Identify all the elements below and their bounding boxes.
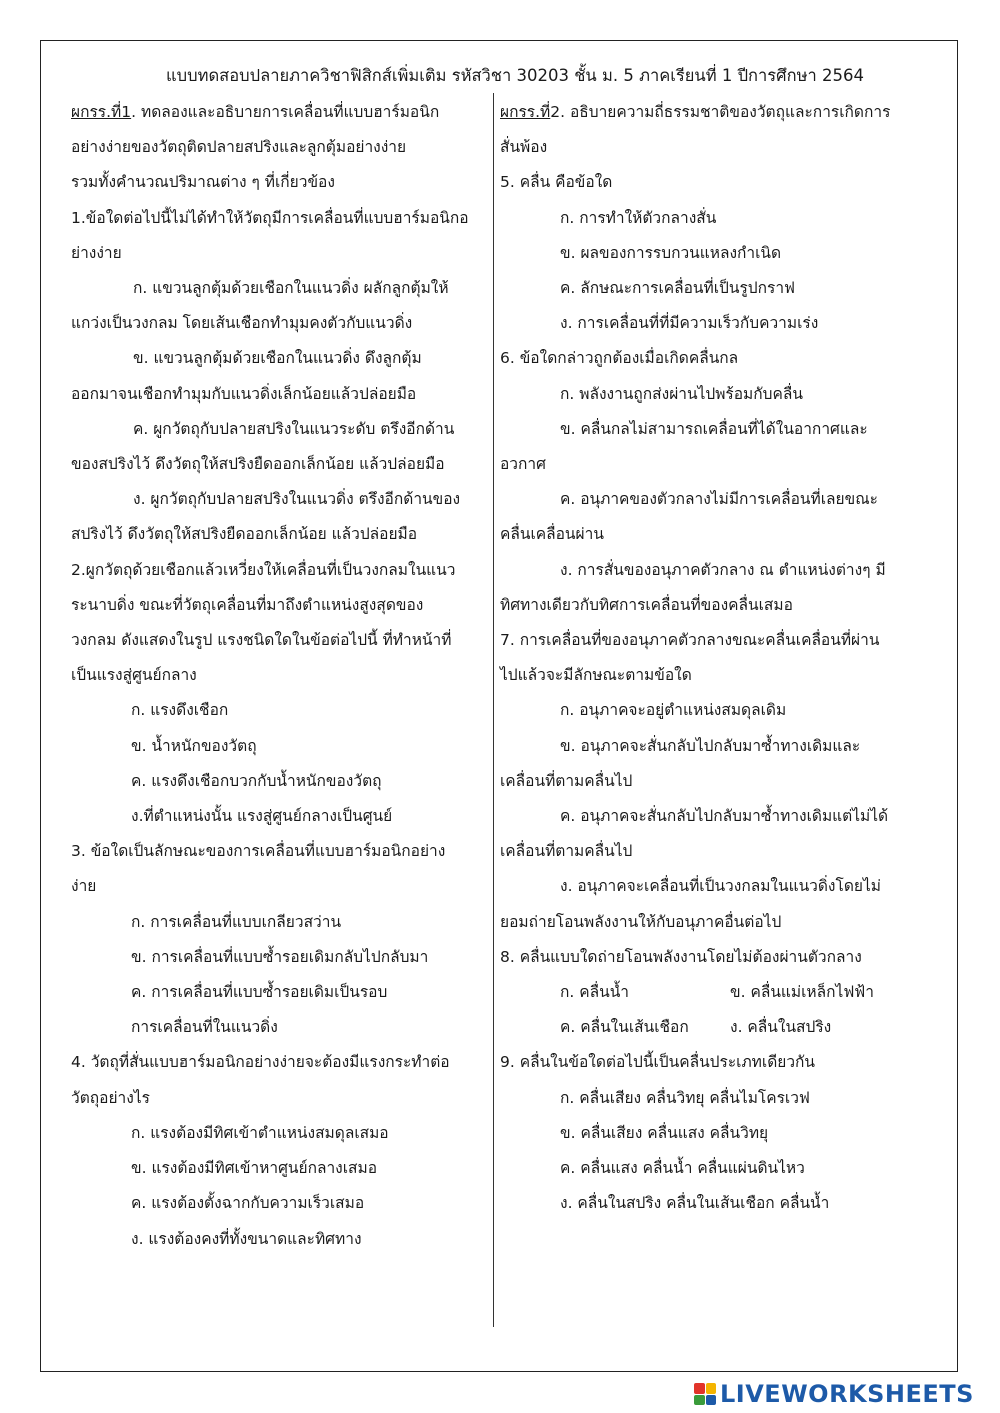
question-9: 9. คลื่นในข้อใดต่อไปนี้เป็นคลื่นประเภทเดียวกัน bbox=[500, 1053, 816, 1072]
choice[interactable]: ก. การเคลื่อนที่แบบเกลียวสว่าน bbox=[131, 912, 342, 931]
unit-text: 2. อธิบายความถี่ธรรมชาติของวัตถุและการเกิดการ bbox=[550, 103, 891, 121]
logo-tile bbox=[706, 1395, 717, 1406]
liveworksheets-logo[interactable] bbox=[694, 1381, 974, 1407]
choice[interactable]: ข. แรงต้องมีทิศเข้าหาศูนย์กลางเสมอ bbox=[131, 1159, 378, 1178]
text-line: สปริงไว้ ดึงวัตถุให้สปริงยืดออกเล็กน้อย แล้วปล่อยมือ bbox=[71, 525, 418, 544]
choice[interactable]: ค. ลักษณะการเคลื่อนที่เป็นรูปกราฟ bbox=[560, 279, 796, 298]
unit-text: . ทดลองและอธิบายการเคลื่อนที่แบบฮาร์มอนิก bbox=[131, 103, 440, 121]
choice[interactable]: ง. ผูกวัตถุกับปลายสปริงในแนวดิ่ง ตรึงอีกด้านของ bbox=[133, 490, 461, 509]
choice[interactable]: การเคลื่อนที่ในแนวดิ่ง bbox=[131, 1018, 278, 1037]
page-title: แบบทดสอบปลายภาควิชาฟิสิกส์เพิ่มเติม รหัสวิชา 30203 ชั้น ม. 5 ภาคเรียนที่ 1 ปีการศึกษา 2564 bbox=[165, 66, 864, 85]
choice[interactable]: ง. คลื่นในสปริง bbox=[730, 1018, 832, 1037]
choice[interactable]: ค. คลื่นแสง คลื่นน้ำ คลื่นแผ่นดินไหว bbox=[560, 1159, 805, 1178]
choice[interactable]: ข. คลื่นกลไม่สามารถเคลื่อนที่ได้ในอากาศและ bbox=[560, 419, 868, 438]
column-divider bbox=[493, 93, 494, 1327]
right-column bbox=[500, 95, 920, 1222]
text-line: ไปแล้วจะมีลักษณะตามข้อใด bbox=[500, 666, 692, 685]
choice[interactable]: ก. อนุภาคจะอยู่ตำแหน่งสมดุลเดิม bbox=[560, 701, 787, 720]
brand-text: LIVEWORKSHEETS bbox=[720, 1380, 974, 1408]
question-1: 1.ข้อใดต่อไปนี้ไม่ได้ทำให้วัตถุมีการเคลื่อนที่แบบฮาร์มอนิกอ bbox=[71, 208, 469, 227]
text-line: ทิศทางเดียวกับทิศการเคลื่อนที่ของคลื่นเสมอ bbox=[500, 595, 793, 614]
text-line: รวมทั้งคำนวณปริมาณต่าง ๆ ที่เกี่ยวข้อง bbox=[71, 173, 335, 192]
choice[interactable]: ค. แรงดึงเชือกบวกกับน้ำหนักของวัตถุ bbox=[131, 771, 382, 790]
left-column bbox=[71, 95, 486, 1257]
choice[interactable]: ก. พลังงานถูกส่งผ่านไปพร้อมกับคลื่น bbox=[560, 384, 803, 403]
question-3: 3. ข้อใดเป็นลักษณะของการเคลื่อนที่แบบฮาร์มอนิกอย่าง bbox=[71, 842, 446, 861]
choice[interactable]: ง.ที่ตำแหน่งนั้น แรงสู่ศูนย์กลางเป็นศูนย์ bbox=[131, 807, 393, 826]
choice[interactable]: ข. ผลของการรบกวนแหลงกำเนิด bbox=[560, 243, 782, 262]
logo-icon bbox=[694, 1383, 716, 1405]
logo-tile bbox=[694, 1383, 705, 1394]
text-line: วัตถุอย่างไร bbox=[71, 1088, 150, 1107]
choice[interactable]: ก. คลื่นน้ำ bbox=[560, 983, 630, 1002]
unit-label: ผกรร.ที่1 bbox=[71, 103, 132, 121]
unit-heading-1 bbox=[71, 95, 486, 130]
text-line: ย่างง่าย bbox=[71, 243, 122, 262]
logo-tile bbox=[694, 1395, 705, 1406]
text-line: เคลื่อนที่ตามคลื่นไป bbox=[500, 771, 633, 790]
text-line: เป็นแรงสู่ศูนย์กลาง bbox=[71, 666, 197, 685]
text-line: แกว่งเป็นวงกลม โดยเส้นเชือกทำมุมคงตัวกับแนวดิ่ง bbox=[71, 314, 413, 333]
choice[interactable]: ค. การเคลื่อนที่แบบซ้ำรอยเดิมเป็นรอบ bbox=[131, 983, 388, 1002]
choice[interactable]: ข. คลื่นแม่เหล็กไฟฟ้า bbox=[730, 983, 874, 1002]
choice-row bbox=[500, 975, 920, 1010]
choice[interactable]: ก. คลื่นเสียง คลื่นวิทยุ คลื่นไมโครเวฟ bbox=[560, 1088, 810, 1107]
question-2: 2.ผูกวัตถุด้วยเชือกแล้วเหวี่ยงให้เคลื่อนที่เป็นวงกลมในแนว bbox=[71, 560, 456, 579]
text-line: อย่างง่ายของวัตถุติดปลายสปริงและลูกตุ้มอย่างง่าย bbox=[71, 138, 407, 157]
unit-label: ผกรร.ที่ bbox=[500, 103, 551, 121]
text-line: ระนาบดิ่ง ขณะที่วัตถุเคลื่อนที่มาถึงตำแหน่งสูงสุดของ bbox=[71, 595, 424, 614]
text-line: เคลื่อนที่ตามคลื่นไป bbox=[500, 842, 633, 861]
choice[interactable]: ค. อนุภาคจะสั่นกลับไปกลับมาซ้ำทางเดิมแต่ไม่ได้ bbox=[560, 807, 889, 826]
choice-row bbox=[500, 1010, 920, 1045]
choice[interactable]: ก. แรงต้องมีทิศเข้าตำแหน่งสมดุลเสมอ bbox=[131, 1123, 389, 1142]
choice[interactable]: ง. อนุภาคจะเคลื่อนที่เป็นวงกลมในแนวดิ่งโดยไม่ bbox=[560, 877, 881, 896]
choice[interactable]: ง. แรงต้องคงที่ทั้งขนาดและทิศทาง bbox=[131, 1229, 362, 1248]
choice[interactable]: ค. คลื่นในเส้นเชือก bbox=[560, 1018, 689, 1037]
choice[interactable]: ค. ผูกวัตถุกับปลายสปริงในแนวระดับ ตรึงอีกด้าน bbox=[133, 419, 455, 438]
text-line: วงกลม ดังแสดงในรูป แรงชนิดใดในข้อต่อไปนี้ ที่ทำหน้าที่ bbox=[71, 631, 452, 650]
text-line: คลื่นเคลื่อนผ่าน bbox=[500, 525, 604, 544]
choice[interactable]: ง. คลื่นในสปริง คลื่นในเส้นเชือก คลื่นน้ำ bbox=[560, 1194, 830, 1213]
choice[interactable]: ข. คลื่นเสียง คลื่นแสง คลื่นวิทยุ bbox=[560, 1123, 769, 1142]
choice[interactable]: ข. การเคลื่อนที่แบบซ้ำรอยเดิมกลับไปกลับมา bbox=[131, 947, 429, 966]
question-8: 8. คลื่นแบบใดถ่ายโอนพลังงานโดยไม่ต้องผ่านตัวกลาง bbox=[500, 947, 862, 966]
choice[interactable]: ง. การสั่นของอนุภาคตัวกลาง ณ ตำแหน่งต่างๆ มี bbox=[560, 560, 886, 579]
choice[interactable]: ก. แขวนลูกตุ้มด้วยเชือกในแนวดิ่ง ผลักลูกตุ้มให้ bbox=[133, 279, 449, 298]
text-line: สั่นพ้อง bbox=[500, 138, 548, 157]
choice[interactable]: ค. แรงต้องตั้งฉากกับความเร็วเสมอ bbox=[131, 1194, 365, 1213]
choice[interactable]: ข. น้ำหนักของวัตถุ bbox=[131, 736, 257, 755]
text-line: อวกาศ bbox=[500, 455, 546, 474]
choice[interactable]: ง. การเคลื่อนที่ที่มีความเร็วกับความเร่ง bbox=[560, 314, 819, 333]
choice[interactable]: ข. อนุภาคจะสั่นกลับไปกลับมาซ้ำทางเดิมและ bbox=[560, 736, 861, 755]
logo-tile bbox=[706, 1383, 717, 1394]
text-line: ออกมาจนเชือกทำมุมกับแนวดิ่งเล็กน้อยแล้วปล่อยมือ bbox=[71, 384, 417, 403]
text-line: ของสปริงไว้ ดึงวัตถุให้สปริงยืดออกเล็กน้อย แล้วปล่อยมือ bbox=[71, 455, 445, 474]
choice[interactable]: ข. แขวนลูกตุ้มด้วยเชือกในแนวดิ่ง ดึงลูกตุ้ม bbox=[133, 349, 422, 368]
unit-heading-2 bbox=[500, 95, 920, 130]
question-4: 4. วัตถุที่สั่นแบบฮาร์มอนิกอย่างง่ายจะต้องมีแรงกระทำต่อ bbox=[71, 1053, 450, 1072]
choice[interactable]: ก. แรงดึงเชือก bbox=[131, 701, 229, 720]
text-line: ยอมถ่ายโอนพลังงานให้กับอนุภาคอื่นต่อไป bbox=[500, 912, 782, 931]
question-7: 7. การเคลื่อนที่ของอนุภาคตัวกลางขณะคลื่นเคลื่อนที่ผ่าน bbox=[500, 631, 880, 650]
question-6: 6. ข้อใดกล่าวถูกต้องเมื่อเกิดคลื่นกล bbox=[500, 349, 739, 368]
text-line: ง่าย bbox=[71, 877, 97, 896]
choice[interactable]: ค. อนุภาคของตัวกลางไม่มีการเคลื่อนที่เลยขณะ bbox=[560, 490, 878, 509]
question-5: 5. คลื่น คือข้อใด bbox=[500, 173, 613, 192]
choice[interactable]: ก. การทำให้ตัวกลางสั่น bbox=[560, 208, 717, 227]
